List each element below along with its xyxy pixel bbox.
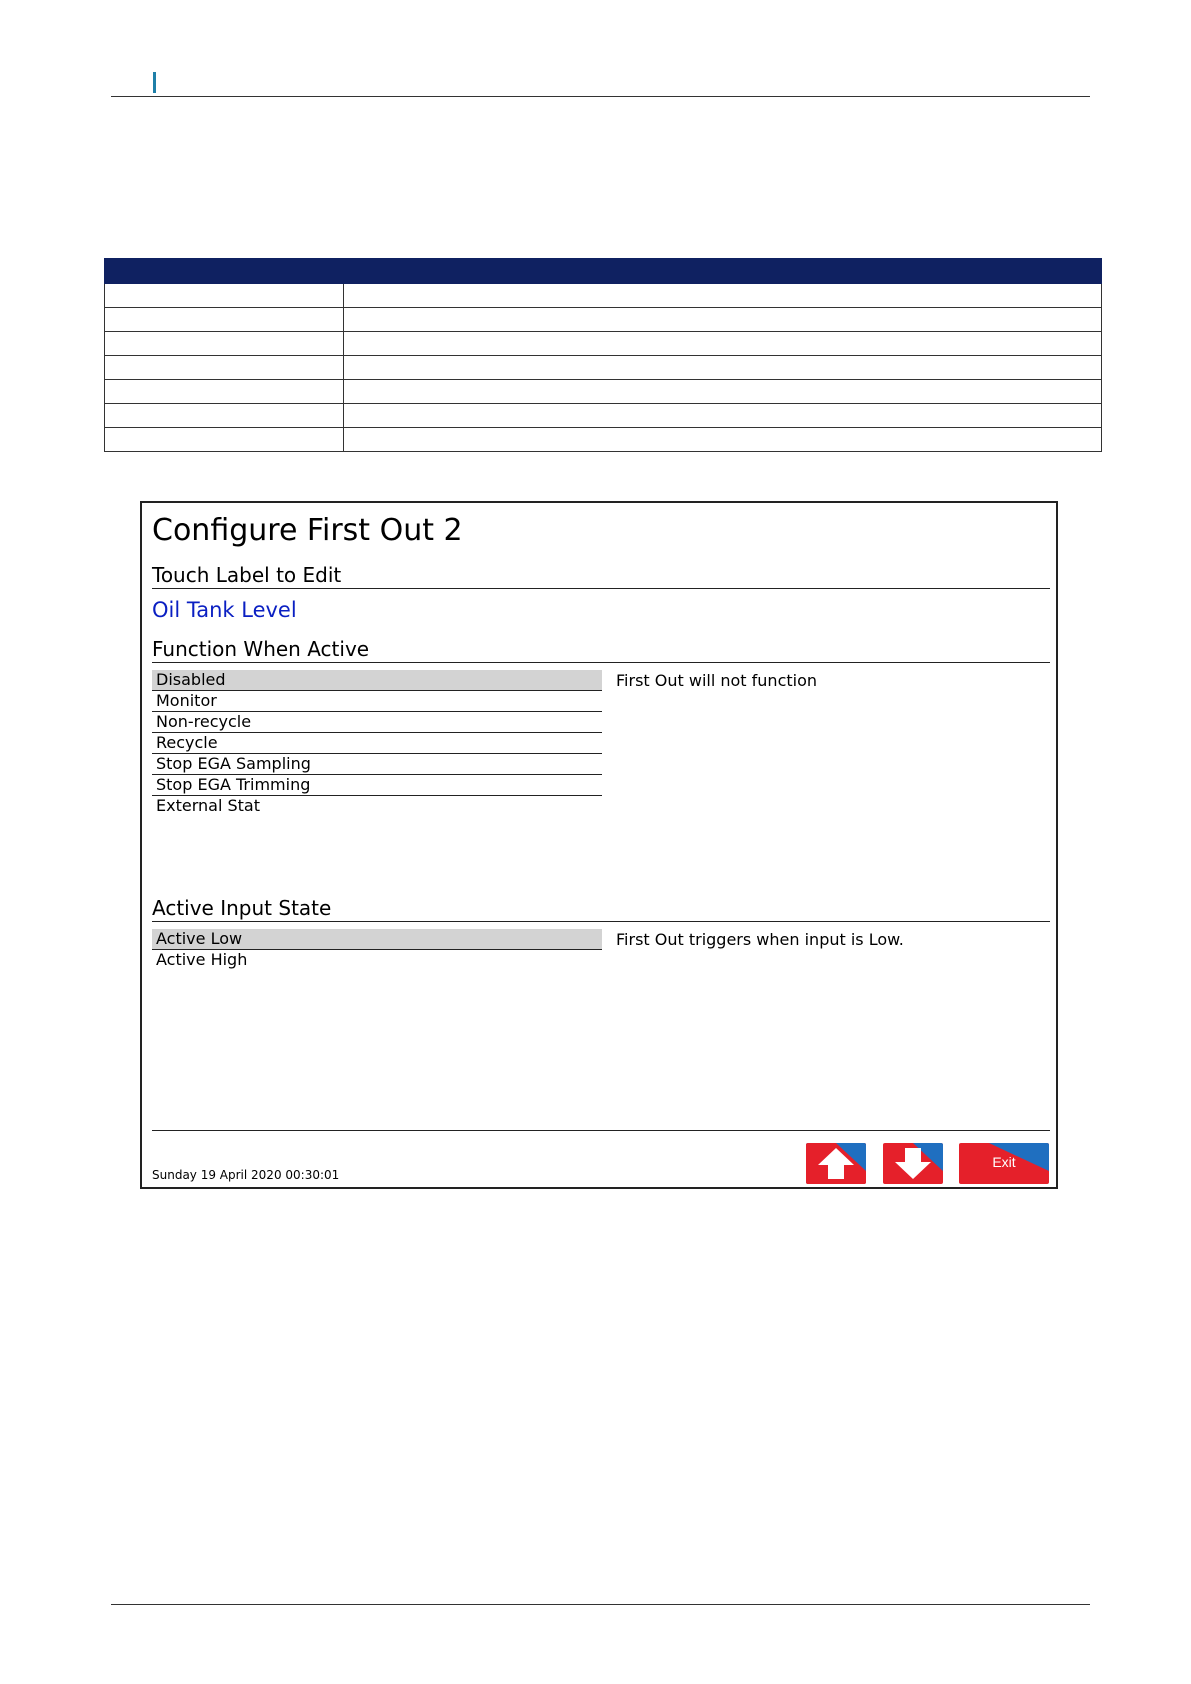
table-cell [344,332,1102,356]
table-row [105,356,1102,380]
table-cell [344,284,1102,308]
option-active-low[interactable]: Active Low [152,929,602,950]
page-footer-rule [111,1604,1090,1605]
option-non-recycle[interactable]: Non-recycle [152,712,602,733]
status-timestamp: Sunday 19 April 2020 00:30:01 [152,1168,340,1182]
header-accent-mark [153,72,156,93]
table-cell [105,332,344,356]
table-header-cell [344,259,1102,284]
option-stop-ega-trimming[interactable]: Stop EGA Trimming [152,775,602,796]
scroll-down-button[interactable] [883,1143,943,1184]
screen-title: Configure First Out 2 [152,513,463,548]
table-cell [105,284,344,308]
input-state-section-heading: Active Input State [152,895,1050,922]
function-description: First Out will not function [616,671,818,690]
page-header-rule [111,96,1090,97]
table-cell [344,308,1102,332]
arrow-up-icon [806,1143,866,1184]
option-monitor[interactable]: Monitor [152,691,602,712]
function-option-list [152,670,602,816]
option-recycle[interactable]: Recycle [152,733,602,754]
table-cell [344,404,1102,428]
input-state-description: First Out triggers when input is Low. [616,930,904,949]
table-row [105,380,1102,404]
scroll-up-button[interactable] [806,1143,866,1184]
table-cell [344,428,1102,452]
table-cell [105,380,344,404]
table-row [105,308,1102,332]
table-row [105,428,1102,452]
table-cell [105,308,344,332]
table-row [105,404,1102,428]
editable-label[interactable]: Oil Tank Level [152,598,297,622]
table-header-cell [105,259,344,284]
option-external-stat[interactable]: External Stat [156,796,260,815]
option-active-high[interactable]: Active High [156,950,248,969]
table-row [105,332,1102,356]
exit-button-label: Exit [992,1154,1016,1170]
arrow-down-icon [883,1143,943,1184]
option-disabled[interactable]: Disabled [152,670,602,691]
table-cell [344,380,1102,404]
exit-button[interactable] [959,1143,1049,1184]
reference-table [104,258,1102,452]
table-row [105,284,1102,308]
table-cell [344,356,1102,380]
table-header-row [105,259,1102,284]
input-state-option-list [152,929,602,970]
table-cell [105,404,344,428]
configure-screen [140,501,1058,1189]
function-section-heading: Function When Active [152,636,1050,663]
label-section-heading: Touch Label to Edit [152,562,1050,589]
table-cell [105,428,344,452]
option-stop-ega-sampling[interactable]: Stop EGA Sampling [152,754,602,775]
table-cell [105,356,344,380]
footer-divider [152,1130,1050,1131]
